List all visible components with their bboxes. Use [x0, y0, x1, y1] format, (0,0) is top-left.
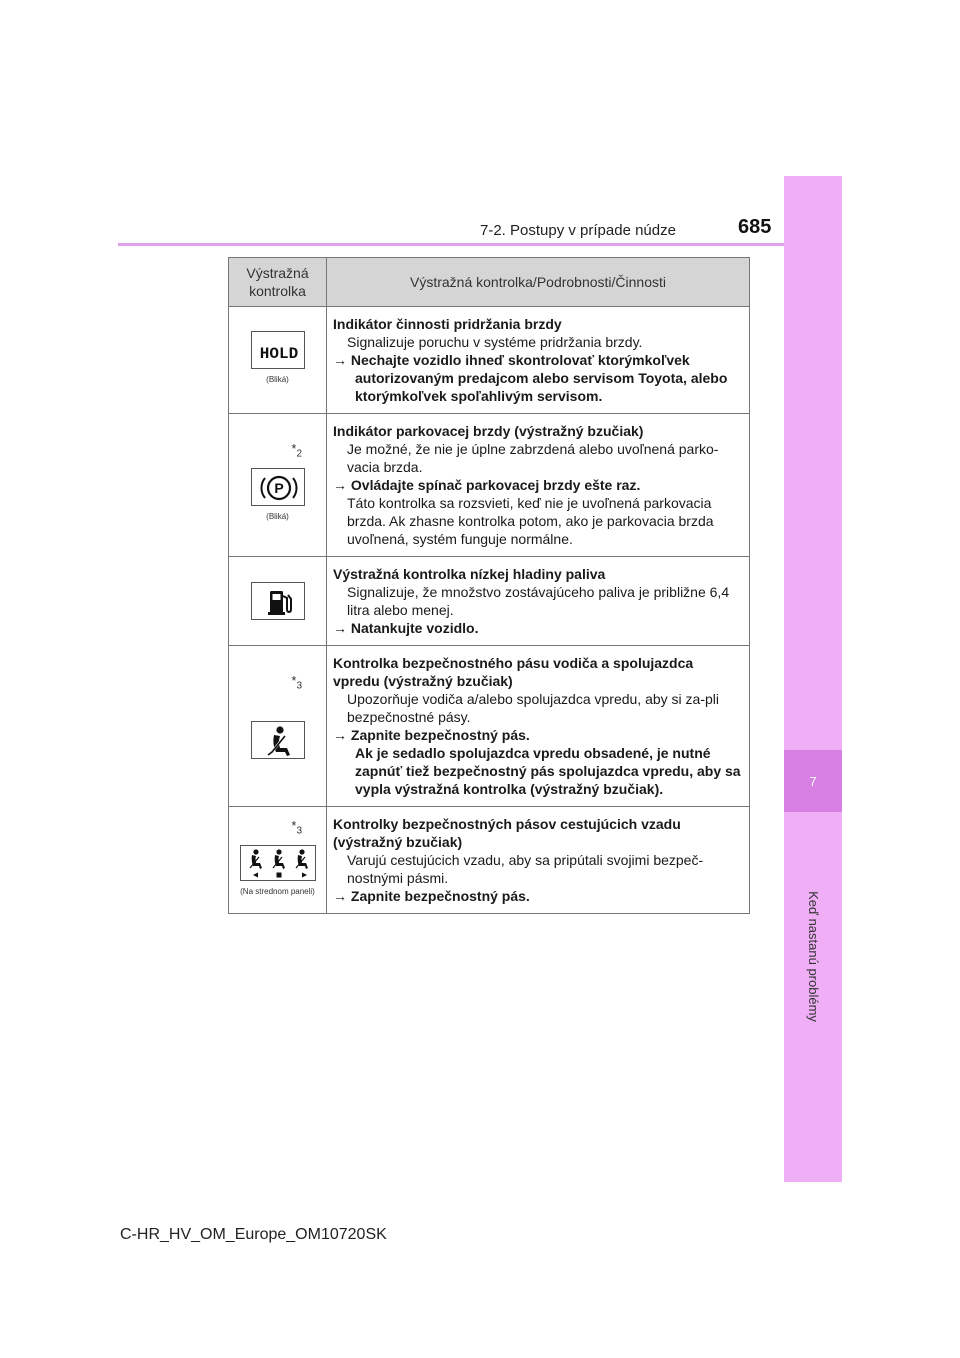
row-action-text: Zapnite bezpečnostný pás.: [350, 888, 530, 904]
row-action-text: Natankujte vozidlo.: [350, 620, 479, 636]
arrow-icon: →: [333, 620, 347, 636]
arrow-icon: →: [333, 352, 347, 368]
chapter-title: [787, 836, 839, 1076]
footer-doc-id: C-HR_HV_OM_Europe_OM10720SK: [120, 1226, 387, 1243]
rear-seatbelt-icon: [240, 845, 316, 881]
seatbelt-icon: [251, 721, 305, 759]
arrow-icon: →: [333, 888, 347, 904]
icon-cell: [229, 646, 327, 807]
row-action: [333, 619, 743, 637]
icon-note: (Na strednom paneli): [240, 887, 315, 896]
row-desc: Varujú cestujúcich vzadu, aby sa pripútali svojimi bezpeč-nostnými pásmi.: [347, 852, 704, 886]
parking-icon-text: P: [273, 480, 284, 496]
parking-brake-icon: [251, 468, 305, 506]
asterisk: *: [291, 818, 297, 833]
row-title: Výstražná kontrolka nízkej hladiny paliva: [333, 566, 606, 582]
detail-cell: [327, 807, 750, 914]
detail-cell: [327, 557, 750, 646]
row-title: Kontrolka bezpečnostného pásu vodiča a spolujazdca vpredu (výstražný bzučiak): [333, 655, 694, 689]
row-desc: Je možné, že nie je úplne zabrzdená alebo uvoľnená parko-vacia brzda.: [347, 441, 719, 475]
icon-cell: [229, 307, 327, 414]
detail-cell: [327, 414, 750, 557]
icon-cell: [229, 807, 327, 914]
asterisk-num: 3: [296, 825, 302, 837]
fuel-pump-icon: [251, 582, 305, 620]
row-action-cont: autorizovaným predajcom alebo servisom Toyota, alebo ktorýmkoľvek spoľahlivým servisom.: [355, 370, 728, 404]
row-desc: Signalizuje, že množstvo zostávajúceho paliva je približne 6,4 litra alebo menej.: [347, 584, 730, 618]
chapter-title-text: Keď nastanú problémy: [805, 890, 821, 1022]
chapter-side-tab: [784, 176, 842, 1182]
arrow-icon: →: [333, 727, 347, 743]
section-title: 7-2. Postupy v prípade núdze: [480, 222, 676, 239]
asterisk: *: [291, 673, 297, 688]
table-row: [229, 807, 750, 914]
row-desc: Upozorňuje vodiča a/alebo spolujazdca vpredu, aby si za-pli bezpečnostné pásy.: [347, 691, 719, 725]
table-row: [229, 646, 750, 807]
icon-note: (Bliká): [266, 375, 289, 384]
footnote-ref: [291, 440, 302, 464]
icon-cell: [229, 414, 327, 557]
warning-lights-table: [228, 257, 750, 914]
detail-cell: [327, 646, 750, 807]
asterisk-num: 2: [296, 448, 302, 460]
row-desc: Signalizuje poruchu v systéme pridržania brzdy.: [347, 334, 643, 350]
detail-cell: [327, 307, 750, 414]
icon-cell: [229, 557, 327, 646]
row-action-text: Ovládajte spínač parkovacej brzdy ešte raz.: [350, 477, 641, 493]
table-header-row: [229, 258, 750, 307]
table-row: [229, 557, 750, 646]
chapter-number: 7: [784, 750, 842, 812]
row-title: Kontrolky bezpečnostných pásov cestujúcich vzadu (výstražný bzučiak): [333, 816, 681, 850]
page-number: 685: [738, 216, 772, 238]
hold-icon: [251, 331, 305, 369]
footnote-ref: [291, 817, 302, 841]
row-action-text: Zapnite bezpečnostný pás.: [350, 727, 530, 743]
row-title: Indikátor parkovacej brzdy (výstražný bzučiak): [333, 423, 644, 439]
row-title: Indikátor činnosti pridržania brzdy: [333, 316, 562, 332]
row-action: [333, 887, 743, 905]
table-row: [229, 307, 750, 414]
row-action-text: Nechajte vozidlo ihneď skontrolovať ktorýmkoľvek: [350, 352, 690, 368]
row-action-cont: Ak je sedadlo spolujazdca vpredu obsadené, je nutné zapnúť tiež bezpečnostný pás spolujazdca vpredu, aby sa vypla výstražná kontrolka (výstražný bzučiak).: [355, 745, 741, 797]
asterisk: *: [291, 441, 297, 456]
icon-note: (Bliká): [266, 512, 289, 521]
row-action: [333, 726, 743, 744]
hold-icon-text: HOLD: [259, 345, 298, 363]
row-extra: Táto kontrolka sa rozsvieti, keď nie je uvoľnená parkovacia brzda. Ak zhasne kontrolka potom, ako je parkovacia brzda uvoľnená, systém funguje normálne.: [347, 495, 714, 547]
table-row: [229, 414, 750, 557]
asterisk-num: 3: [296, 680, 302, 692]
row-action: [333, 476, 743, 494]
header-divider: [118, 243, 784, 246]
footnote-ref: [291, 672, 302, 696]
row-action: [333, 351, 743, 369]
arrow-icon: →: [333, 477, 347, 493]
col-header-details: Výstražná kontrolka/Podrobnosti/Činnosti: [327, 258, 750, 307]
col-header-light: Výstražná kontrolka: [229, 258, 327, 307]
